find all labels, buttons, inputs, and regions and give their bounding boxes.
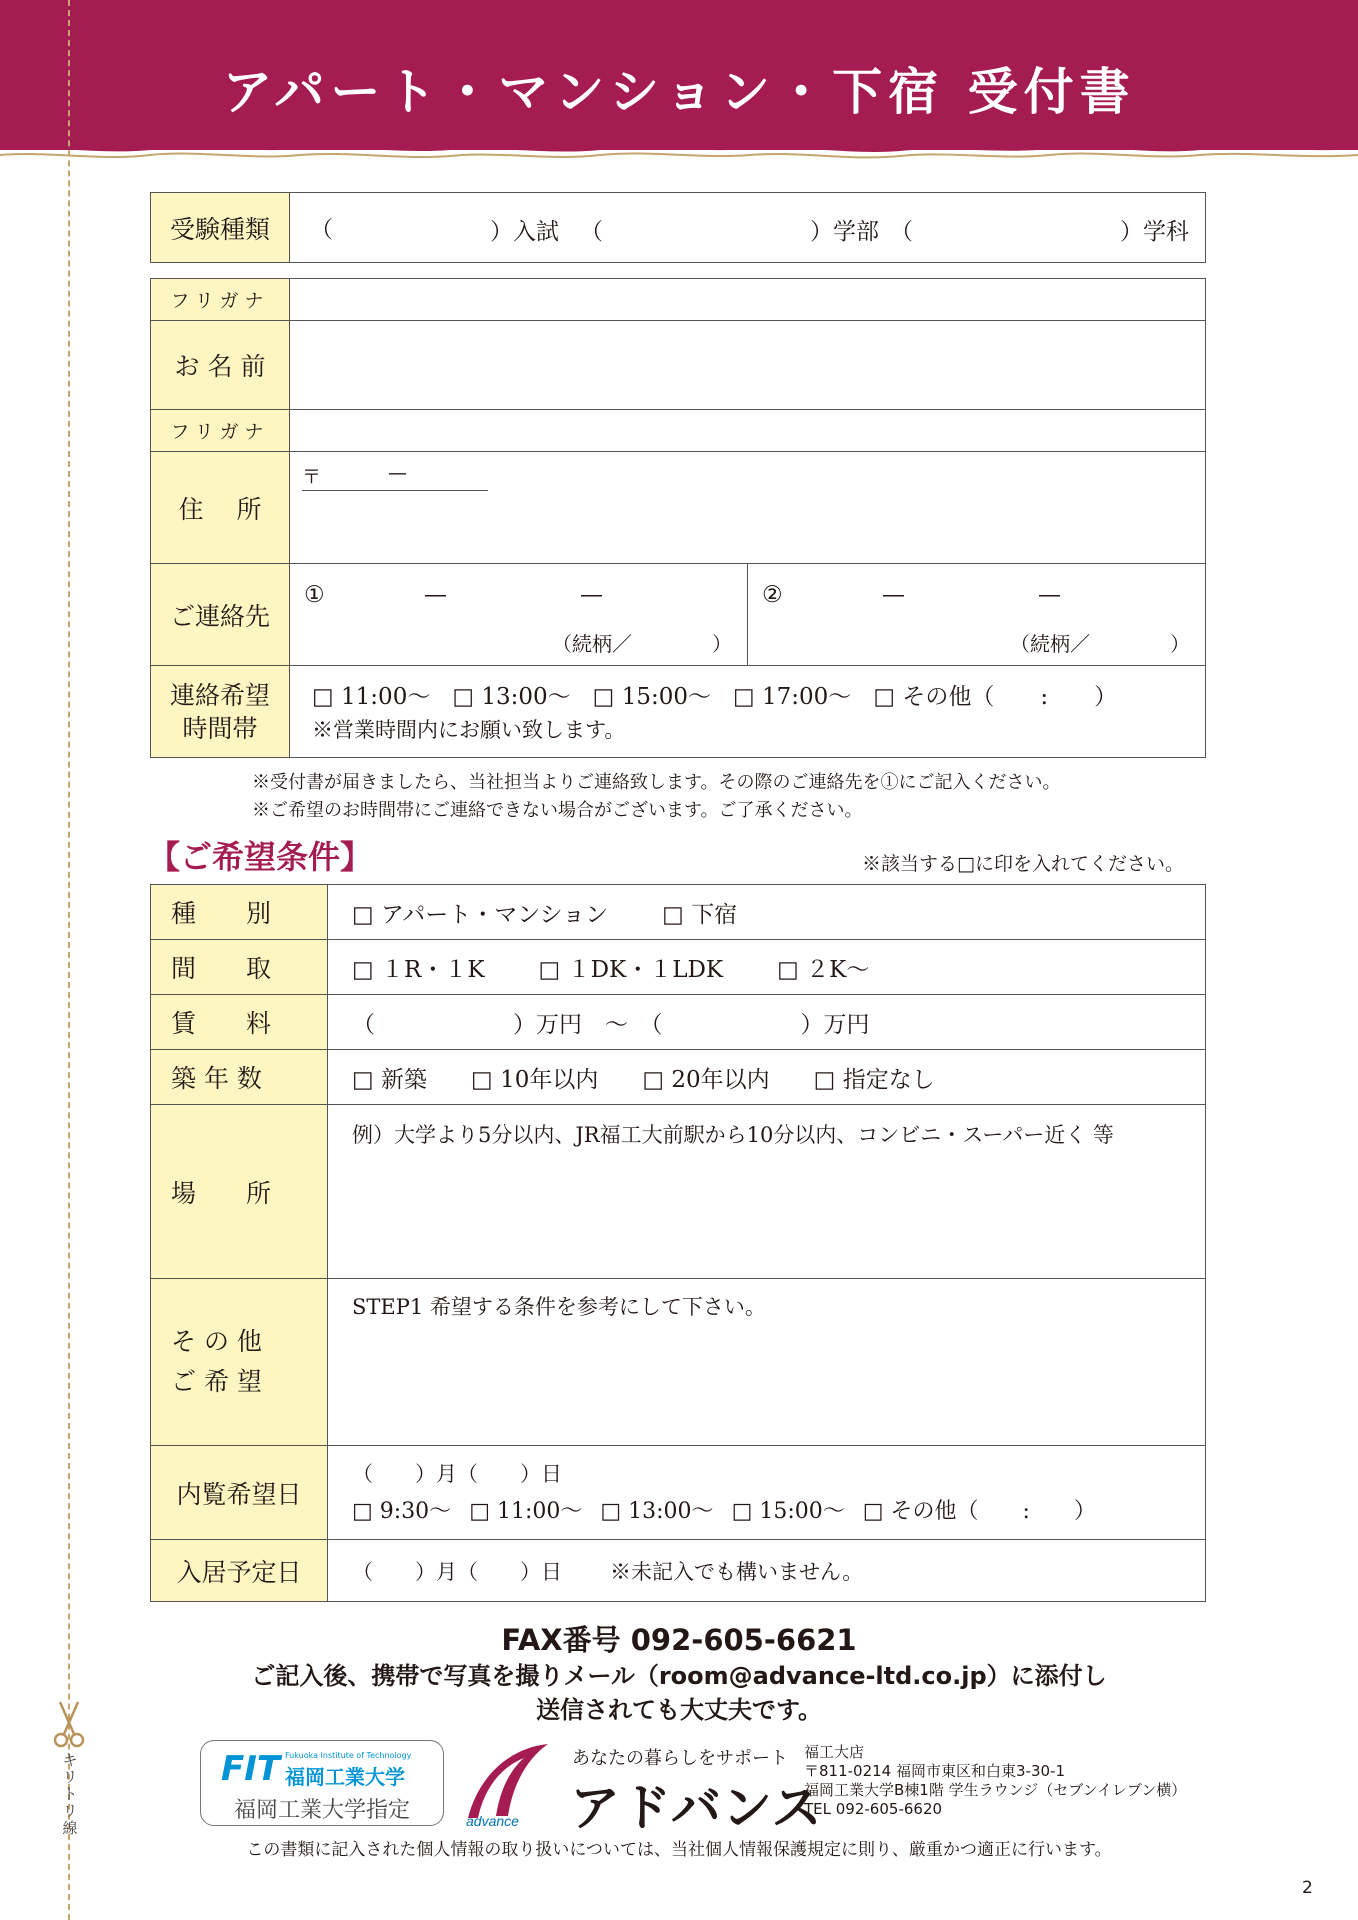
move-label: 入居予定日 — [176, 1557, 302, 1587]
time-label-2: 時間帯 — [182, 713, 258, 743]
visit-field — [328, 1446, 1206, 1540]
other-text: STEP1 希望する条件を参考にして下さい。 — [352, 1295, 766, 1319]
time-option[interactable]: □ 11:00〜 — [312, 683, 431, 710]
notes — [252, 769, 1061, 825]
visit-date[interactable]: （ ）月（ ）日 — [352, 1461, 562, 1486]
exam-faculty: ）学部 — [810, 219, 879, 245]
other-field[interactable] — [328, 1279, 1206, 1446]
brand-name: アドバンス — [570, 1779, 823, 1837]
type-label: 種 別 — [171, 899, 272, 928]
time-field — [290, 666, 1206, 758]
name-furigana-label: フリガナ — [170, 290, 270, 312]
tagline: あなたの暮らしをサポート — [572, 1748, 788, 1769]
note-line: ※受付書が届きましたら、当社担当よりご連絡致します。その際のご連絡先を①にご記入ください。 — [252, 772, 1061, 793]
visit-time-option[interactable]: □ 11:00〜 — [469, 1498, 583, 1524]
time-option[interactable]: □ 15:00〜 — [592, 683, 711, 710]
advance-logo-text: advance — [466, 1813, 519, 1828]
header-band — [0, 0, 1358, 150]
layout-option[interactable]: □ １DK・１LDK — [538, 956, 724, 983]
age-option[interactable]: □ 10年以内 — [471, 1066, 599, 1093]
place-label-cell — [151, 1105, 328, 1279]
rent-range: （ ）万円 〜 （ ）万円 — [352, 1011, 870, 1038]
contact1-dash1: — — [424, 582, 447, 608]
place-label: 場 所 — [171, 1178, 272, 1208]
email-instruction-2: 送信されても大丈夫です。 — [535, 1696, 823, 1724]
rent-field[interactable] — [328, 995, 1206, 1050]
address-furigana-label: フリガナ — [170, 421, 270, 443]
applicant-table — [150, 278, 1206, 758]
visit-time-option[interactable]: □ 15:00〜 — [731, 1498, 845, 1524]
age-field — [328, 1050, 1206, 1105]
age-label: 築 年 数 — [171, 1064, 262, 1093]
name-label-cell — [151, 321, 290, 410]
cut-label: キリトリ線 — [62, 1751, 78, 1837]
layout-option[interactable]: □ ２K〜 — [777, 956, 870, 983]
other-label-1: そ の 他 — [171, 1327, 262, 1356]
fit-japanese-name: 福岡工業大学 — [285, 1765, 405, 1789]
layout-label-cell — [151, 940, 328, 995]
name-field[interactable] — [290, 321, 1206, 410]
time-note: ※営業時間内にお願い致します。 — [312, 717, 626, 742]
store-info — [804, 1743, 1186, 1819]
contact1-field[interactable] — [290, 564, 748, 666]
layout-label: 間 取 — [171, 954, 272, 983]
address-label: 住 所 — [178, 494, 262, 524]
type-option[interactable]: □ アパート・マンション — [352, 901, 609, 928]
torn-paper-edge — [0, 135, 1358, 170]
contact2-dash1: — — [882, 582, 905, 608]
time-option[interactable]: □ 17:00〜 — [732, 683, 852, 710]
fax-number: FAX番号 092-605-6621 — [501, 1623, 857, 1657]
page-number: 2 — [1302, 1878, 1313, 1898]
exam-dept-open: （ — [890, 219, 913, 245]
conditions-note: ※該当する□に印を入れてください。 — [862, 853, 1184, 875]
address-furigana-field[interactable] — [290, 410, 1206, 452]
exam-type-field[interactable] — [290, 193, 1206, 263]
visit-label: 内覧希望日 — [176, 1479, 302, 1509]
conditions-table — [150, 884, 1206, 1602]
other-label-cell — [151, 1279, 328, 1446]
furigana-label-cell — [151, 279, 290, 321]
postal-dash: — — [388, 462, 407, 484]
contact2-dash2: — — [1038, 582, 1061, 608]
age-option[interactable]: □ 20年以内 — [642, 1066, 770, 1093]
contact2-number: ② — [762, 582, 783, 608]
exam-entrance: ）入試 — [490, 219, 559, 245]
contact-label-cell — [151, 564, 290, 666]
exam-open-paren: （ — [310, 217, 333, 243]
time-label-cell — [151, 666, 290, 758]
type-label-cell — [151, 885, 328, 940]
other-label-2: ご 希 望 — [171, 1367, 262, 1396]
move-field[interactable] — [328, 1540, 1206, 1602]
age-option[interactable]: □ 指定なし — [813, 1066, 935, 1093]
time-option[interactable]: □ 13:00〜 — [452, 683, 571, 710]
fit-badge — [200, 1740, 444, 1826]
privacy-note: この書類に記入された個人情報の取り扱いについては、当社個人情報保護規定に則り、厳重かつ適正に行います。 — [246, 1840, 1112, 1860]
address-field[interactable] — [290, 452, 1206, 564]
fit-logo: FIT — [221, 1749, 281, 1789]
fit-designated: 福岡工業大学指定 — [233, 1798, 410, 1823]
note-line: ※ご希望のお時間帯にご連絡できない場合がございます。ご了承ください。 — [252, 800, 863, 821]
age-label-cell — [151, 1050, 328, 1105]
contact1-dash2: — — [580, 582, 603, 608]
page-title: アパート・マンション・下宿 受付書 — [222, 63, 1136, 121]
name-label: お 名 前 — [174, 352, 266, 381]
fit-english-name: Fukuoka Institute of Technology — [285, 1751, 412, 1760]
contact2-relation: （続柄／ ） — [1010, 632, 1190, 656]
exam-faculty-open: （ — [580, 219, 603, 245]
type-field — [328, 885, 1206, 940]
visit-time-option[interactable]: □ 9:30〜 — [352, 1498, 452, 1524]
contact-label: ご連絡先 — [169, 601, 270, 631]
email-instruction-1: ご記入後、携帯で写真を撮りメール（room@advance-ltd.co.jp）に添付し — [251, 1662, 1107, 1690]
exam-dept: ）学科 — [1120, 219, 1189, 245]
type-option[interactable]: □ 下宿 — [662, 901, 738, 928]
contact1-number: ① — [304, 582, 325, 608]
layout-option[interactable]: □ １R・１K — [352, 956, 485, 983]
place-field[interactable] — [328, 1105, 1206, 1279]
rent-label-cell — [151, 995, 328, 1050]
postal-mark: 〒 — [302, 466, 322, 488]
place-example: 例）大学より5分以内、JR福工大前駅から10分以内、コンビニ・スーパー近く 等 — [352, 1123, 1114, 1147]
store-building: 福岡工業大学B棟1階 学生ラウンジ（セブンイレブン横） — [804, 1781, 1187, 1799]
layout-field — [328, 940, 1206, 995]
visit-label-cell — [151, 1446, 328, 1540]
contact1-relation: （続柄／ ） — [552, 632, 732, 656]
store-address: 〒811-0214 福岡市東区和白東3-30-1 — [804, 1762, 1065, 1780]
exam-type-label-cell — [151, 193, 290, 263]
visit-time-option[interactable]: □ 13:00〜 — [600, 1498, 714, 1524]
address-label-cell — [151, 452, 290, 564]
exam-type-label: 受験種類 — [169, 214, 270, 244]
move-label-cell — [151, 1540, 328, 1602]
postal-code-field[interactable] — [302, 462, 488, 491]
age-option[interactable]: □ 新築 — [352, 1066, 428, 1093]
address-furigana-label-cell — [151, 410, 290, 452]
move-date: （ ）月（ ）日 — [352, 1559, 562, 1584]
name-furigana-field[interactable] — [290, 279, 1206, 321]
store-name: 福工大店 — [804, 1743, 865, 1761]
conditions-title: 【ご希望条件】 — [148, 838, 373, 876]
move-note: ※未記入でも構いません。 — [610, 1559, 864, 1584]
rent-label: 賃 料 — [171, 1009, 272, 1038]
exam-type-table — [150, 192, 1206, 263]
visit-time-option[interactable]: □ その他（ : ） — [862, 1498, 1096, 1524]
time-label-1: 連絡希望 — [169, 680, 270, 710]
time-option[interactable]: □ その他（ : ） — [873, 683, 1118, 710]
advance-logo-icon — [458, 1738, 558, 1828]
contact2-field[interactable] — [748, 564, 1206, 666]
store-tel: TEL 092-605-6620 — [804, 1800, 943, 1818]
